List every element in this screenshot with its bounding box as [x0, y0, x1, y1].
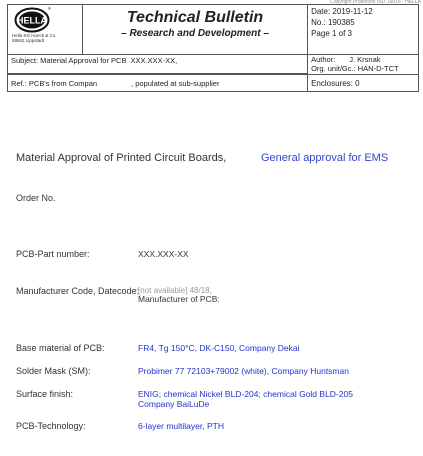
bulletin-header	[7, 4, 419, 92]
org-unit: Org. unit/Gc.: HAN-D-TCT	[311, 63, 399, 73]
pcb-tech-label: PCB-Technology:	[16, 421, 86, 431]
logo-cell	[8, 5, 83, 55]
solder-mask-value: Probimer 77 72103+79002 (white), Company Huntsman	[138, 366, 349, 376]
bulletin-subtitle: – Research and Development –	[121, 28, 269, 39]
subject-label: Subject: Material Approval for PCB	[11, 56, 127, 65]
general-approval-label: General approval for EMS	[261, 152, 389, 164]
enclosures-cell	[308, 75, 419, 92]
manufacturer-label: Manufacturer Code, Datecode:	[16, 286, 140, 296]
author-value: J. Krsnak	[349, 55, 381, 64]
section-title: Material Approval of Printed Circuit Boards,	[16, 152, 227, 164]
date: Date: 2019-11-12	[311, 7, 373, 16]
base-material-label: Base material of PCB:	[16, 343, 105, 353]
svg-text:®: ®	[48, 6, 51, 11]
company-city: 59552 Lippstadt	[12, 38, 45, 43]
base-material-value: FR4, Tg 150°C, DK-C150, Company Dekai	[138, 343, 300, 353]
title-cell	[83, 5, 308, 55]
order-no-label: Order No.	[16, 193, 56, 203]
svg-text:HELLA: HELLA	[17, 15, 47, 26]
pcb-tech-value: 6-layer multilayer, PTH	[138, 421, 224, 431]
page-count: Page 1 of 3	[311, 29, 352, 38]
manufacturer-code-value: [not available] 48/18,	[138, 286, 212, 295]
bulletin-title: Technical Bulletin	[126, 9, 264, 26]
author-label: Author:	[311, 55, 336, 64]
manufacturer-pcb-label: Manufacturer of PCB:	[138, 294, 220, 304]
reference-part1: Ref.: PCB's from Compan	[11, 78, 98, 88]
copyright-notice: Copyright Protection ISO 16016 - HELLA	[330, 0, 421, 5]
pcb-part-label: PCB-Part number:	[16, 249, 90, 259]
author-cell	[308, 55, 419, 75]
meta-cell	[308, 5, 419, 55]
subject-value: XXX.XXX-XX,	[130, 56, 178, 65]
pcb-part-value: XXX.XXX-XX	[138, 249, 189, 259]
solder-mask-label: Solder Mask (SM):	[16, 366, 91, 376]
surface-finish-label: Surface finish:	[16, 389, 74, 399]
subject-cell	[8, 55, 308, 74]
reference-cell	[8, 75, 308, 92]
surface-finish-value: ENIG; chemical Nickel BLD-204; chemical Gold BLD-205	[138, 389, 353, 399]
company-name: Hella KG Hueck & Co.	[12, 33, 57, 38]
bulletin-number: No.: 190385	[311, 18, 355, 27]
surface-finish-company: Company BaiLuDe	[138, 399, 210, 409]
enclosures: Enclosures: 0	[311, 78, 360, 88]
hella-logo	[14, 7, 50, 33]
reference-part2: , populated at sub-supplier	[131, 78, 220, 88]
